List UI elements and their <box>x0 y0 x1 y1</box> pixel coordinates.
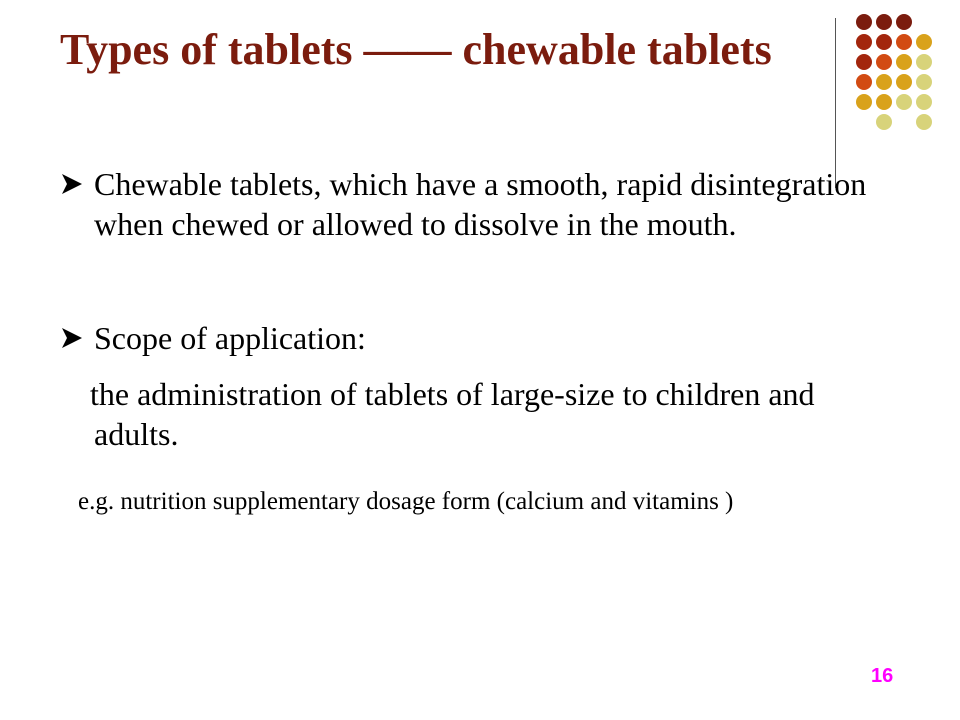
decorative-dot <box>916 54 932 70</box>
decorative-dot <box>896 94 912 110</box>
decorative-dot <box>856 74 872 90</box>
decorative-dot <box>856 34 872 50</box>
bullet-text: Chewable tablets, which have a smooth, rapid disintegration when chewed or allowed to dissolve in the mouth. <box>94 166 867 242</box>
decorative-dot <box>856 94 872 110</box>
decorative-dot <box>916 94 932 110</box>
decorative-dot <box>876 34 892 50</box>
arrow-bullet-icon <box>60 172 84 196</box>
example-text: e.g. nutrition supplementary dosage form (calcium and vitamins ) <box>78 488 734 515</box>
bullet-item-scope-of-application <box>60 318 910 358</box>
decorative-dot <box>916 34 932 50</box>
decorative-dot <box>896 34 912 50</box>
decorative-dot <box>876 14 892 30</box>
slide-title: Types of tablets —— chewable tablets <box>60 25 772 74</box>
bullet-text: Scope of application: <box>94 320 366 356</box>
decorative-dot <box>876 74 892 90</box>
scope-description: the administration of tablets of large-size to children and adults. <box>90 376 815 452</box>
vertical-divider <box>835 18 836 188</box>
decorative-dot <box>856 14 872 30</box>
decorative-dot <box>876 94 892 110</box>
bullet-item-chewable-tablets <box>60 164 910 244</box>
decorative-dot <box>896 54 912 70</box>
decorative-dot <box>916 74 932 90</box>
page-number: 16 <box>871 665 894 687</box>
decorative-dot <box>856 54 872 70</box>
decorative-dot <box>896 74 912 90</box>
arrow-bullet-icon <box>60 326 84 350</box>
decorative-dot <box>876 114 892 130</box>
decorative-dot <box>876 54 892 70</box>
decorative-dot <box>916 114 932 130</box>
decorative-dot <box>896 14 912 30</box>
